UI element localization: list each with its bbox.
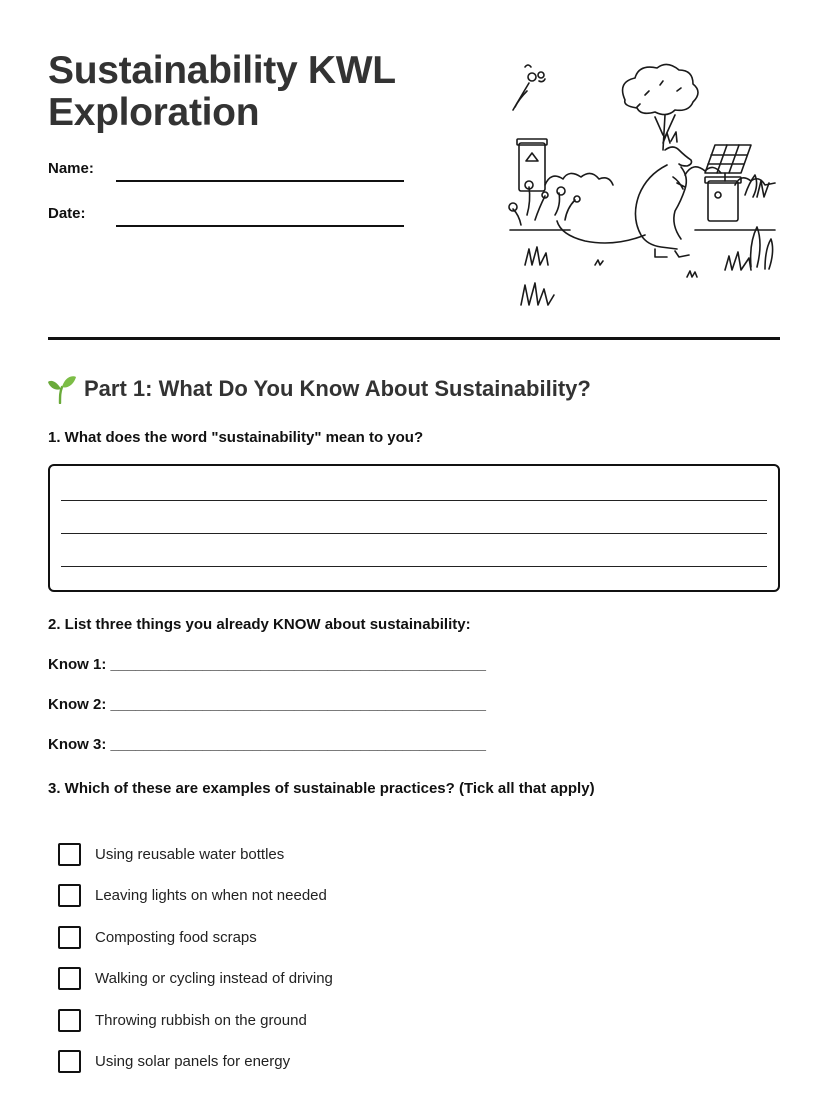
sprout-icon — [48, 374, 76, 404]
know-blank[interactable]: _____________________________________________ — [110, 656, 486, 673]
checkbox[interactable] — [58, 843, 81, 866]
checkbox[interactable] — [58, 1009, 81, 1032]
date-label: Date: — [48, 205, 86, 222]
name-field[interactable] — [116, 180, 404, 182]
option-reusable-bottles[interactable] — [58, 842, 284, 866]
know-blank[interactable]: _____________________________________________ — [110, 736, 486, 753]
name-label: Name: — [48, 160, 94, 177]
option-walking-cycling[interactable] — [58, 966, 333, 990]
question-2: 2. List three things you already KNOW about sustainability: — [48, 616, 471, 633]
option-throwing-rubbish[interactable] — [58, 1008, 307, 1032]
kangaroo-garden-illustration — [505, 55, 785, 310]
option-label: Throwing rubbish on the ground — [95, 1011, 307, 1029]
know-item-1[interactable] — [48, 656, 486, 673]
question-3: 3. Which of these are examples of sustainable practices? (Tick all that apply) — [48, 780, 595, 797]
section-divider — [48, 337, 780, 340]
know-blank[interactable]: _____________________________________________ — [110, 696, 486, 713]
answer-box-q1[interactable] — [48, 464, 780, 592]
option-label: Leaving lights on when not needed — [95, 886, 327, 904]
option-label: Using solar panels for energy — [95, 1052, 291, 1070]
answer-line — [61, 566, 767, 567]
option-label: Composting food scraps — [95, 928, 257, 946]
checkbox[interactable] — [58, 967, 81, 990]
part1-title: Part 1: What Do You Know About Sustainability? — [84, 376, 591, 401]
know-item-3[interactable] — [48, 736, 486, 753]
answer-line — [61, 533, 767, 534]
option-label: Using reusable water bottles — [95, 845, 285, 863]
page-title: Sustainability KWL Exploration — [48, 49, 396, 134]
answer-line — [61, 500, 767, 501]
checkbox[interactable] — [58, 884, 81, 907]
date-field[interactable] — [116, 225, 404, 227]
option-label: Walking or cycling instead of driving — [95, 969, 333, 987]
know-label: Know 2: — [48, 696, 107, 713]
part1-heading — [48, 372, 591, 406]
know-label: Know 1: — [48, 656, 107, 673]
question-1: 1. What does the word "sustainability" mean to you? — [48, 429, 424, 446]
checkbox[interactable] — [58, 926, 81, 949]
know-item-2[interactable] — [48, 696, 486, 713]
option-composting[interactable] — [58, 925, 257, 949]
option-leaving-lights-on[interactable] — [58, 883, 327, 907]
checkbox[interactable] — [58, 1050, 81, 1073]
know-label: Know 3: — [48, 736, 107, 753]
option-solar-panels[interactable] — [58, 1049, 290, 1073]
